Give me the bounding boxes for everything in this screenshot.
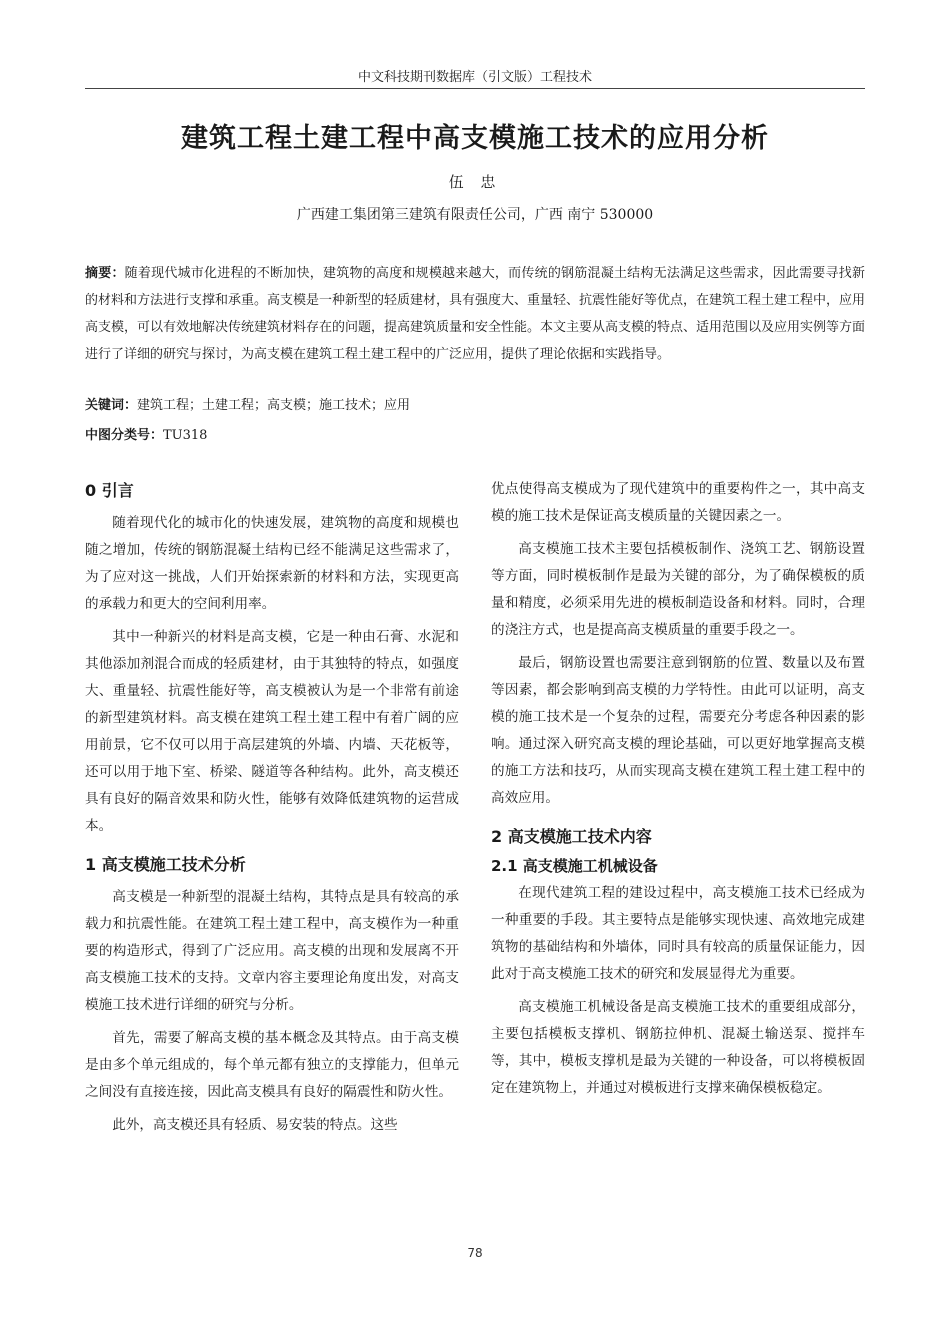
- keywords: [85, 394, 865, 413]
- classification-text: TU318: [163, 428, 208, 443]
- affiliation: 广西建工集团第三建筑有限责任公司，广西 南宁 530000: [296, 207, 654, 223]
- section-1-heading: 1 高支模施工技术分析: [85, 855, 246, 874]
- running-header: 中文科技期刊数据库（引文版）工程技术: [357, 70, 592, 85]
- page-number: 78: [467, 1246, 483, 1260]
- section-0-heading: 0 引言: [85, 481, 134, 500]
- abstract-text: 随着现代城市化进程的不断加快，建筑物的高度和规模越来越大，而传统的钢筋混凝土结构无法满足这些需求，因此需要寻找新的材料和方法进行支撑和承重。高支模是一种新型的轻质建材，具有强度大、重量轻、抗震性能好等优点，在建筑工程土建工程中，应用高支模，可以有效地解决传统建筑材料存在的问题，提高建筑质量和安全性能。本文主要从高支模的特点、适用范围以及应用实例等方面进行了详细的研究与探讨，为高支模在建筑工程土建工程中的广泛应用，提供了理论依据和实践指导。: [85, 266, 866, 362]
- section-0-paragraph-1: 随着现代化的城市化的快速发展，建筑物的高度和规模也随之增加，传统的钢筋混凝土结构已经不能满足这些需求了，为了应对这一挑战，人们开始探索新的材料和方法，实现更高的承载力和更大的空间利用率。: [85, 515, 459, 612]
- continued-paragraph: 优点使得高支模成为了现代建筑中的重要构件之一，其中高支模的施工技术是保证高支模质量的关键因素之一。: [491, 481, 865, 524]
- section-0-paragraph-2: 其中一种新兴的材料是高支模，它是一种由石膏、水泥和其他添加剂混合而成的轻质建材，由于其独特的特点，如强度大、重量轻、抗震性能好等，高支模被认为是一个非常有前途的新型建筑材料。高支模在建筑工程土建工程中有着广阔的应用前景，它不仅可以用于高层建筑的外墙、内墙、天花板等，还可以用于地下室、桥梁、隧道等各种结构。此外，高支模还具有良好的隔音效果和防火性，能够有效降低建筑物的运营成本。: [85, 629, 459, 834]
- section-2-1-heading: 2.1 高支模施工机械设备: [491, 857, 658, 875]
- right-column: [491, 476, 865, 1108]
- author: 伍 忠: [448, 173, 502, 191]
- paper-title: 建筑工程土建工程中高支模施工技术的应用分析: [181, 123, 769, 154]
- section-2-1-paragraph-1: 在现代建筑工程的建设过程中，高支模施工技术已经成为一种重要的手段。其主要特点是能够实现快速、高效地完成建筑物的基础结构和外墙体，同时具有较高的质量保证能力，因此对于高支模施工技术的研究和发展显得尤为重要。: [491, 885, 865, 982]
- abstract: [85, 260, 865, 368]
- header-rule: [85, 88, 865, 89]
- section-2-1-paragraph-2: 高支模施工机械设备是高支模施工技术的重要组成部分，主要包括模板支撑机、钢筋拉伸机、混凝土输送泵、搅拌车等，其中，模板支撑机是最为关键的一种设备，可以将模板固定在建筑物上，并通过对模板进行支撑来确保模板稳定。: [491, 999, 865, 1096]
- section-1-paragraph-2: 首先，需要了解高支模的基本概念及其特点。由于高支模是由多个单元组成的，每个单元都有独立的支撑能力，但单元之间没有直接连接，因此高支模具有良好的隔震性和防火性。: [85, 1030, 459, 1100]
- left-column: [85, 476, 459, 1145]
- classification-label: 中图分类号：: [85, 428, 164, 443]
- keywords-label: 关键词：: [85, 398, 138, 413]
- keywords-text: 建筑工程；土建工程；高支模；施工技术；应用: [137, 398, 411, 413]
- right-paragraph-3: 最后，钢筋设置也需要注意到钢筋的位置、数量以及布置等因素，都会影响到高支模的力学特性。由此可以证明，高支模的施工技术是一个复杂的过程，需要充分考虑各种因素的影响。通过深入研究高支模的理论基础，可以更好地掌握高支模的施工方法和技巧，从而实现高支模在建筑工程土建工程中的高效应用。: [491, 655, 865, 806]
- classification: [85, 424, 865, 443]
- section-1-paragraph-3: 此外，高支模还具有轻质、易安装的特点。这些: [112, 1117, 398, 1133]
- abstract-label: 摘要：: [85, 266, 125, 281]
- right-paragraph-2: 高支模施工技术主要包括模板制作、浇筑工艺、钢筋设置等方面，同时模板制作是最为关键的部分，为了确保模板的质量和精度，必须采用先进的模板制造设备和材料。同时，合理的浇注方式，也是提高高支模质量的重要手段之一。: [491, 541, 865, 638]
- section-1-paragraph-1: 高支模是一种新型的混凝土结构，其特点是具有较高的承载力和抗震性能。在建筑工程土建工程中，高支模作为一种重要的构造形式，得到了广泛应用。高支模的出现和发展离不开高支模施工技术的支持。文章内容主要理论角度出发，对高支模施工技术进行详细的研究与分析。: [85, 889, 459, 1013]
- section-2-heading: 2 高支模施工技术内容: [491, 827, 652, 846]
